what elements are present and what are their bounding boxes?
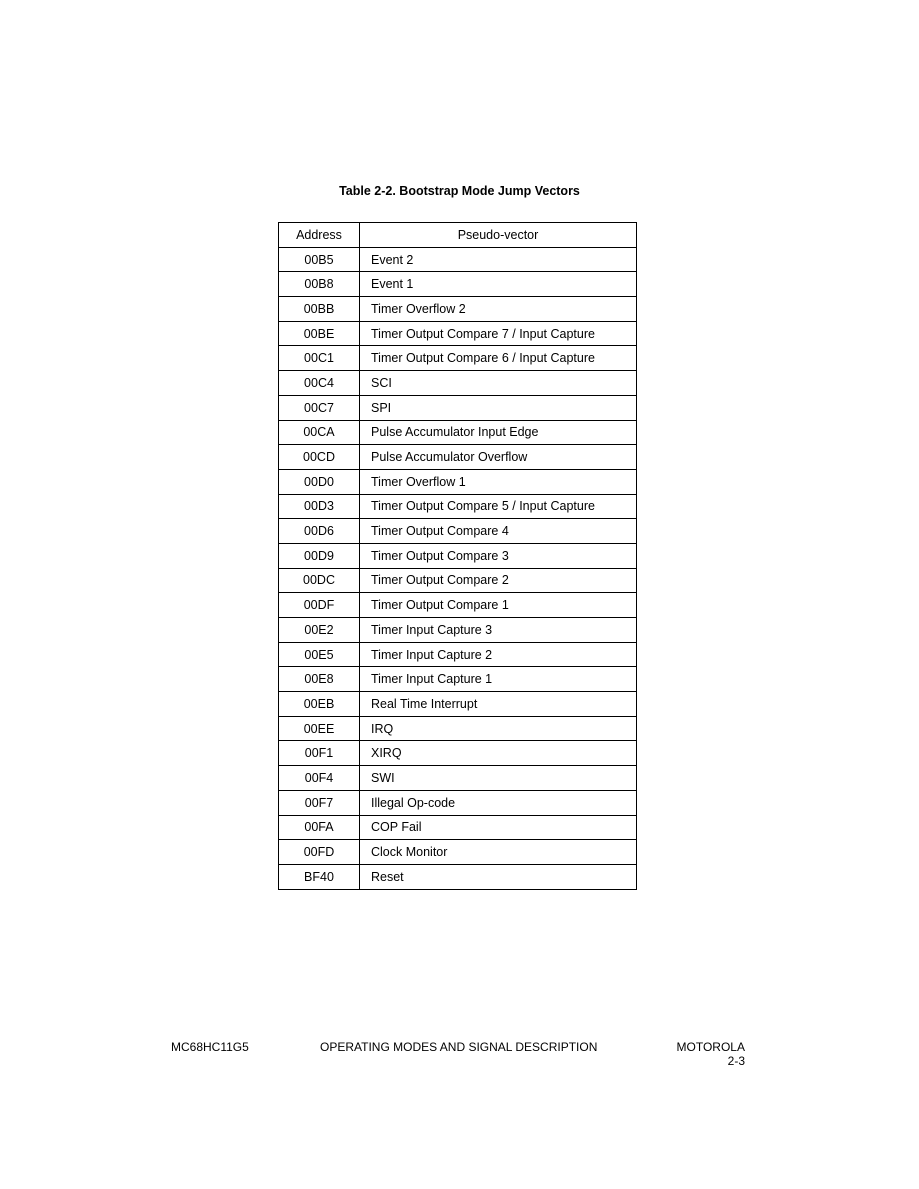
footer-section-title: OPERATING MODES AND SIGNAL DESCRIPTION	[320, 1040, 598, 1054]
pseudo-vector-cell: Timer Input Capture 1	[360, 667, 637, 692]
pseudo-vector-cell: Timer Output Compare 6 / Input Capture	[360, 346, 637, 371]
address-cell: 00C1	[279, 346, 360, 371]
address-cell: 00C4	[279, 371, 360, 396]
table-row	[279, 420, 637, 445]
table-body	[279, 247, 637, 889]
pseudo-vector-cell: SWI	[360, 766, 637, 791]
column-header-pseudo-vector: Pseudo-vector	[360, 223, 637, 248]
table-row	[279, 346, 637, 371]
table-row	[279, 741, 637, 766]
address-cell: 00EE	[279, 716, 360, 741]
address-cell: 00BE	[279, 321, 360, 346]
address-cell: 00C7	[279, 395, 360, 420]
address-cell: 00DF	[279, 593, 360, 618]
table-row	[279, 272, 637, 297]
pseudo-vector-cell: Timer Output Compare 4	[360, 519, 637, 544]
address-cell: 00E8	[279, 667, 360, 692]
table-row	[279, 864, 637, 889]
pseudo-vector-cell: Real Time Interrupt	[360, 692, 637, 717]
pseudo-vector-cell: Pulse Accumulator Input Edge	[360, 420, 637, 445]
address-cell: 00D3	[279, 494, 360, 519]
pseudo-vector-cell: Reset	[360, 864, 637, 889]
address-cell: 00B8	[279, 272, 360, 297]
address-cell: 00B5	[279, 247, 360, 272]
table-header-row	[279, 223, 637, 248]
pseudo-vector-cell: SCI	[360, 371, 637, 396]
pseudo-vector-cell: XIRQ	[360, 741, 637, 766]
address-cell: BF40	[279, 864, 360, 889]
address-cell: 00D6	[279, 519, 360, 544]
jump-vector-table	[278, 222, 637, 890]
address-cell: 00F4	[279, 766, 360, 791]
table-row	[279, 519, 637, 544]
pseudo-vector-cell: Timer Overflow 2	[360, 297, 637, 322]
pseudo-vector-cell: Timer Overflow 1	[360, 469, 637, 494]
column-header-address: Address	[279, 223, 360, 248]
address-cell: 00F7	[279, 790, 360, 815]
table-row	[279, 618, 637, 643]
table-row	[279, 840, 637, 865]
pseudo-vector-cell: Timer Output Compare 3	[360, 543, 637, 568]
address-cell: 00CD	[279, 445, 360, 470]
table-row	[279, 642, 637, 667]
table-row	[279, 247, 637, 272]
address-cell: 00EB	[279, 692, 360, 717]
address-cell: 00DC	[279, 568, 360, 593]
table-row	[279, 297, 637, 322]
table-row	[279, 321, 637, 346]
footer-page-number: 2-3	[727, 1054, 745, 1068]
address-cell: 00D0	[279, 469, 360, 494]
address-cell: 00D9	[279, 543, 360, 568]
address-cell: 00E2	[279, 618, 360, 643]
footer-company: MOTOROLA	[676, 1040, 745, 1054]
pseudo-vector-cell: Timer Input Capture 3	[360, 618, 637, 643]
table-row	[279, 790, 637, 815]
pseudo-vector-cell: Event 2	[360, 247, 637, 272]
pseudo-vector-cell: Event 1	[360, 272, 637, 297]
pseudo-vector-cell: SPI	[360, 395, 637, 420]
pseudo-vector-cell: COP Fail	[360, 815, 637, 840]
address-cell: 00FD	[279, 840, 360, 865]
pseudo-vector-cell: Timer Output Compare 2	[360, 568, 637, 593]
footer-doc-id: MC68HC11G5	[171, 1040, 249, 1054]
pseudo-vector-cell: Timer Output Compare 7 / Input Capture	[360, 321, 637, 346]
pseudo-vector-cell: Timer Output Compare 5 / Input Capture	[360, 494, 637, 519]
table-row	[279, 568, 637, 593]
address-cell: 00CA	[279, 420, 360, 445]
table-row	[279, 543, 637, 568]
table-row	[279, 766, 637, 791]
table-row	[279, 445, 637, 470]
address-cell: 00F1	[279, 741, 360, 766]
pseudo-vector-cell: Illegal Op-code	[360, 790, 637, 815]
pseudo-vector-cell: Clock Monitor	[360, 840, 637, 865]
table-row	[279, 494, 637, 519]
table-row	[279, 395, 637, 420]
address-cell: 00BB	[279, 297, 360, 322]
table-row	[279, 692, 637, 717]
table-row	[279, 593, 637, 618]
footer-company-block	[640, 1040, 745, 1068]
table-row	[279, 815, 637, 840]
table-row	[279, 469, 637, 494]
pseudo-vector-cell: IRQ	[360, 716, 637, 741]
table-title: Table 2-2. Bootstrap Mode Jump Vectors	[339, 184, 580, 198]
table-row	[279, 371, 637, 396]
pseudo-vector-cell: Timer Output Compare 1	[360, 593, 637, 618]
pseudo-vector-cell: Timer Input Capture 2	[360, 642, 637, 667]
table-row	[279, 667, 637, 692]
address-cell: 00FA	[279, 815, 360, 840]
address-cell: 00E5	[279, 642, 360, 667]
pseudo-vector-cell: Pulse Accumulator Overflow	[360, 445, 637, 470]
table-row	[279, 716, 637, 741]
